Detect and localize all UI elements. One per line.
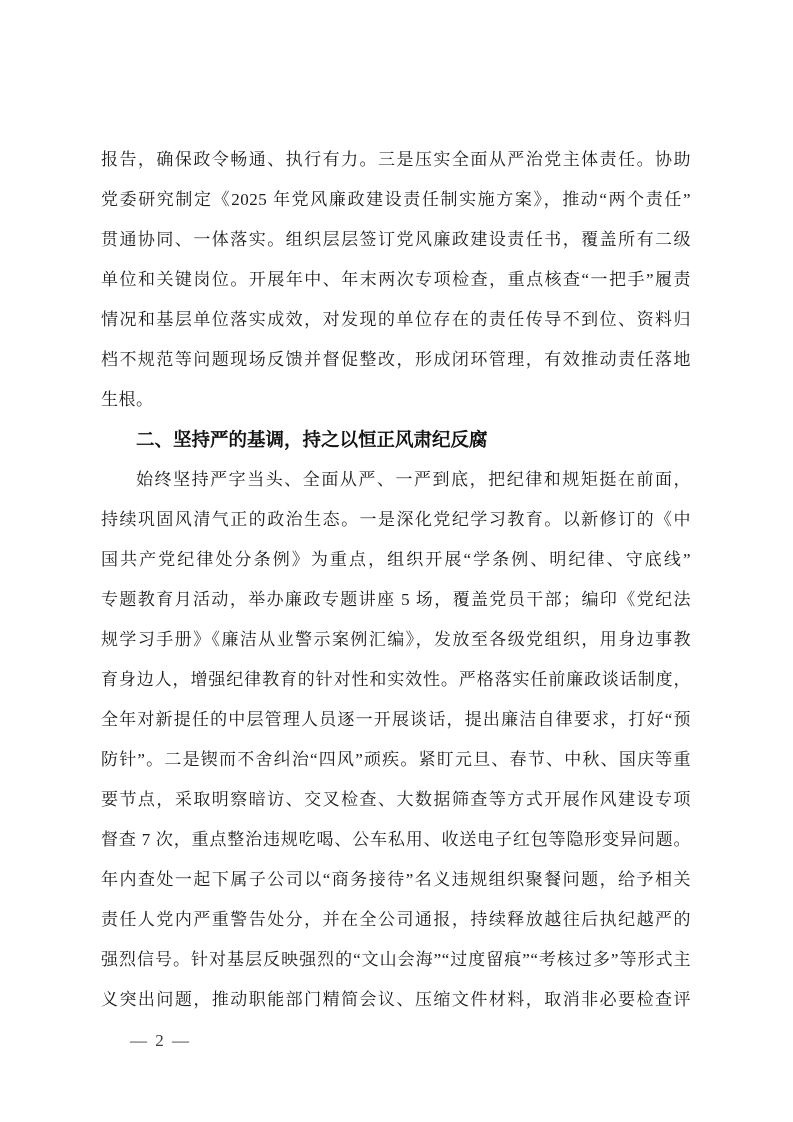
text-line: 要节点，采取明察暗访、交叉检查、大数据筛查等方式开展作风建设专项 bbox=[101, 790, 691, 809]
text-line: 规学习手册》《廉洁从业警示案例汇编》，发放至各级党组织，用身边事教 bbox=[101, 630, 691, 649]
text-line: 情况和基层单位落实成效，对发现的单位存在的责任传导不到位、资料归 bbox=[101, 310, 691, 329]
text-line: 党委研究制定《2025 年党风廉政建设责任制实施方案》，推动“两个责任” bbox=[101, 190, 691, 209]
text-line: 防针”。二是锲而不舍纠治“四风”顽疾。紧盯元旦、春节、中秋、国庆等重 bbox=[101, 750, 691, 769]
text-line: 专题教育月活动，举办廉政专题讲座 5 场，覆盖党员干部；编印《党纪法 bbox=[101, 590, 691, 609]
text-line: 强烈信号。针对基层反映强烈的“文山会海”“过度留痕”“考核过多”等形式主 bbox=[101, 950, 691, 969]
text-line: 督查 7 次，重点整治违规吃喝、公车私用、收送电子红包等隐形变异问题。 bbox=[101, 830, 691, 849]
text-line: 责任人党内严重警告处分，并在全公司通报，持续释放越往后执纪越严的 bbox=[101, 910, 691, 929]
text-line: 报告，确保政令畅通、执行有力。三是压实全面从严治党主体责任。协助 bbox=[101, 150, 691, 169]
text-line: 义突出问题，推动职能部门精简会议、压缩文件材料，取消非必要检查评 bbox=[101, 990, 691, 1009]
page-number: — 2 — bbox=[130, 1031, 191, 1050]
document-body bbox=[101, 140, 691, 1020]
text-line: 单位和关键岗位。开展年中、年末两次专项检查，重点核查“一把手”履责 bbox=[101, 270, 691, 289]
text-line: 贯通协同、一体落实。组织层层签订党风廉政建设责任书，覆盖所有二级 bbox=[101, 230, 691, 249]
text-line: 档不规范等问题现场反馈并督促整改，形成闭环管理，有效推动责任落地 bbox=[101, 350, 691, 369]
text-line: 年内查处一起下属子公司以“商务接待”名义违规组织聚餐问题，给予相关 bbox=[101, 870, 691, 889]
section-heading: 二、坚持严的基调，持之以恒正风肃纪反腐 bbox=[136, 429, 488, 450]
text-line: 生根。 bbox=[101, 390, 154, 409]
text-line: 持续巩固风清气正的政治生态。一是深化党纪学习教育。以新修订的《中 bbox=[101, 510, 691, 529]
text-line: 育身边人，增强纪律教育的针对性和实效性。严格落实任前廉政谈话制度， bbox=[101, 670, 691, 689]
text-line: 国共产党纪律处分条例》为重点，组织开展“学条例、明纪律、守底线” bbox=[101, 550, 691, 569]
text-line: 始终坚持严字当头、全面从严、一严到底，把纪律和规矩挺在前面， bbox=[136, 470, 691, 489]
text-line: 全年对新提任的中层管理人员逐一开展谈话，提出廉洁自律要求，打好“预 bbox=[101, 710, 691, 729]
